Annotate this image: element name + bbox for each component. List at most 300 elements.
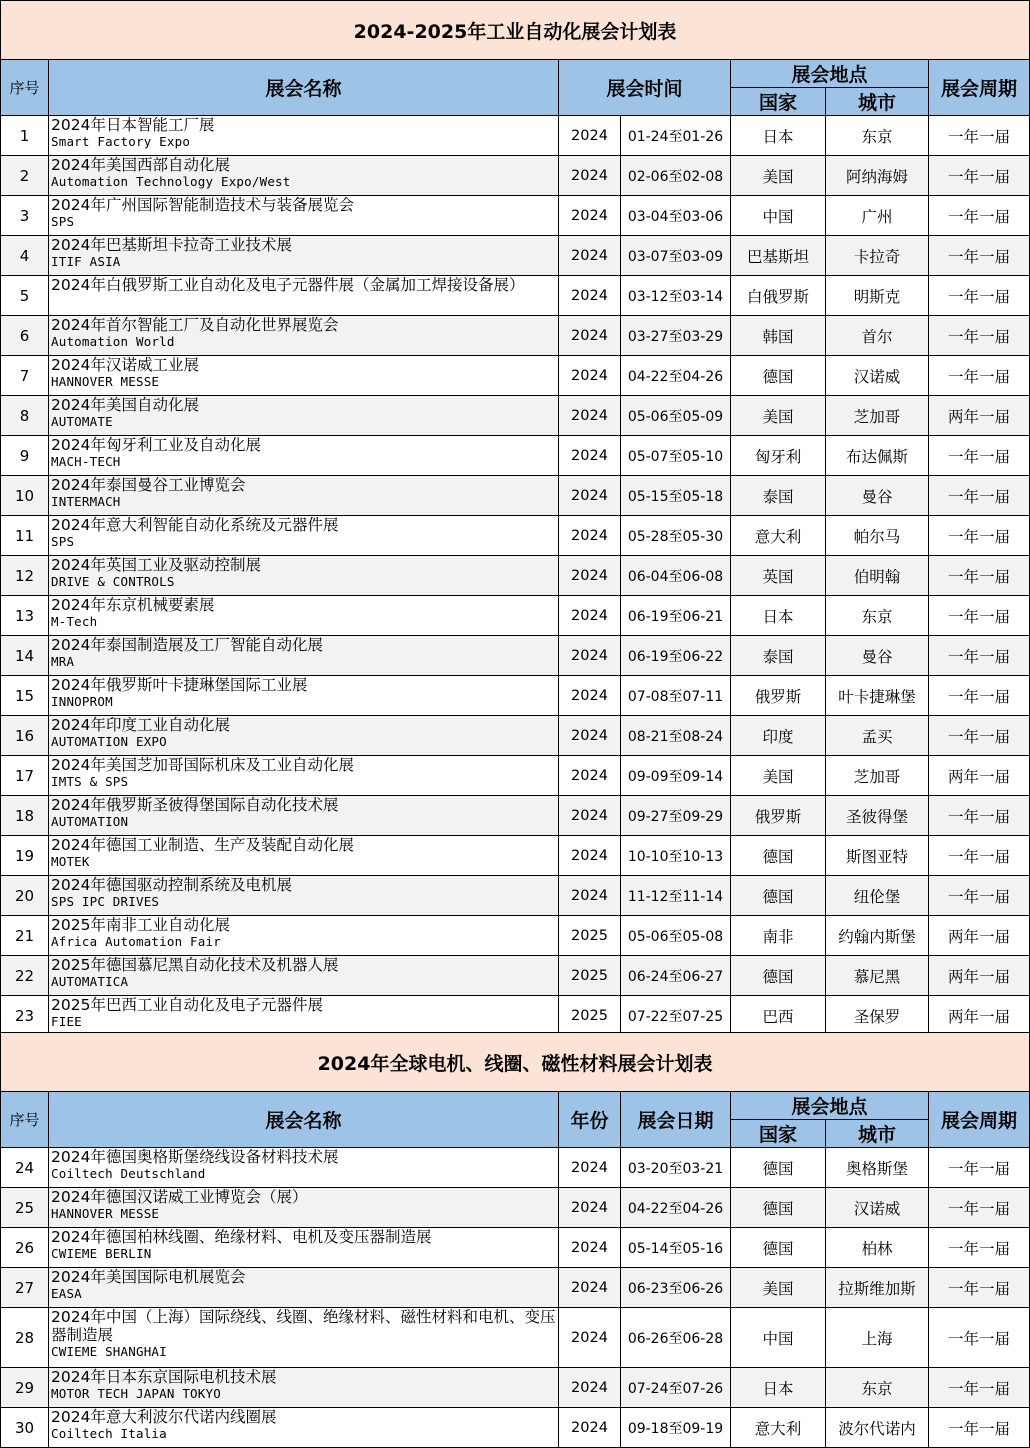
row-index: 7: [1, 356, 49, 396]
expo-name: [49, 836, 559, 876]
expo-name: [49, 156, 559, 196]
expo-name: [49, 636, 559, 676]
expo-year: 2024: [559, 236, 621, 276]
expo-city: 阿纳海姆: [826, 156, 929, 196]
expo-year: 2024: [559, 116, 621, 156]
expo-name-en: AUTOMATE: [51, 414, 113, 429]
expo-name-en: EASA: [51, 1286, 82, 1301]
table-title: 2024-2025年工业自动化展会计划表: [1, 1, 1030, 60]
expo-year: 2024: [559, 476, 621, 516]
expo-name-en: Automation World: [51, 334, 175, 349]
expo-year: 2024: [559, 796, 621, 836]
expo-city: 卡拉奇: [826, 236, 929, 276]
expo-year: 2024: [559, 556, 621, 596]
table-row: [1, 116, 1030, 156]
expo-name-en: ITIF ASIA: [51, 254, 121, 269]
expo-name: [49, 1368, 559, 1408]
expo-cycle: 一年一届: [929, 436, 1030, 476]
expo-country: 泰国: [731, 636, 826, 676]
table-row: [1, 276, 1030, 316]
expo-country: 白俄罗斯: [731, 276, 826, 316]
table-row: [1, 436, 1030, 476]
expo-year: 2025: [559, 956, 621, 996]
expo-date: 03-20至03-21: [621, 1148, 731, 1188]
expo-city: 芝加哥: [826, 396, 929, 436]
expo-date: 09-18至09-19: [621, 1408, 731, 1448]
expo-name: [49, 916, 559, 956]
expo-year: 2024: [559, 316, 621, 356]
expo-cycle: 一年一届: [929, 476, 1030, 516]
expo-country: 美国: [731, 1268, 826, 1308]
header-index: 序号: [1, 1092, 49, 1148]
expo-name-en: HANNOVER MESSE: [51, 374, 160, 389]
expo-cycle: 一年一届: [929, 276, 1030, 316]
expo-date: 03-07至03-09: [621, 236, 731, 276]
expo-name-cn: 2024年意大利波尔代诺内线圈展: [51, 1408, 277, 1426]
expo-name-cn: 2024年美国国际电机展览会: [51, 1268, 246, 1286]
expo-date: 07-08至07-11: [621, 676, 731, 716]
expo-cycle: 一年一届: [929, 516, 1030, 556]
row-index: 29: [1, 1368, 49, 1408]
expo-name-en: AUTOMATION EXPO: [51, 734, 167, 749]
expo-date: 05-14至05-16: [621, 1228, 731, 1268]
expo-name-cn: 2025年南非工业自动化展: [51, 916, 230, 934]
expo-cycle: 两年一届: [929, 756, 1030, 796]
row-index: 2: [1, 156, 49, 196]
expo-country: 中国: [731, 1308, 826, 1368]
expo-name-cn: 2024年美国西部自动化展: [51, 156, 230, 174]
expo-name-en: CWIEME SHANGHAI: [51, 1344, 167, 1359]
expo-name-en: FIEE: [51, 1014, 82, 1029]
expo-name: [49, 316, 559, 356]
table-row: [1, 1148, 1030, 1188]
expo-country: 日本: [731, 116, 826, 156]
expo-date: 09-09至09-14: [621, 756, 731, 796]
table-row: [1, 196, 1030, 236]
row-index: 15: [1, 676, 49, 716]
expo-cycle: 一年一届: [929, 156, 1030, 196]
header-location: 展会地点: [731, 1092, 929, 1120]
header-name: 展会名称: [49, 60, 559, 116]
row-index: 22: [1, 956, 49, 996]
expo-date: 05-28至05-30: [621, 516, 731, 556]
expo-country: 德国: [731, 1188, 826, 1228]
table-row: [1, 636, 1030, 676]
expo-city: 芝加哥: [826, 756, 929, 796]
expo-year: 2024: [559, 516, 621, 556]
expo-year: 2024: [559, 716, 621, 756]
expo-year: 2024: [559, 676, 621, 716]
expo-name: [49, 396, 559, 436]
expo-name: [49, 276, 559, 316]
expo-country: 巴基斯坦: [731, 236, 826, 276]
expo-cycle: 一年一届: [929, 1188, 1030, 1228]
expo-name-en: AUTOMATICA: [51, 974, 129, 989]
expo-name-en: Coiltech Italia: [51, 1426, 167, 1441]
header-country: 国家: [731, 88, 826, 116]
expo-year: 2024: [559, 876, 621, 916]
expo-year: 2024: [559, 196, 621, 236]
expo-city: 首尔: [826, 316, 929, 356]
expo-date: 10-10至10-13: [621, 836, 731, 876]
expo-country: 意大利: [731, 516, 826, 556]
expo-name-cn: 2024年德国柏林线圈、绝缘材料、电机及变压器制造展: [51, 1228, 432, 1246]
expo-country: 美国: [731, 156, 826, 196]
expo-name-cn: 2024年广州国际智能制造技术与装备展览会: [51, 196, 354, 214]
expo-cycle: 两年一届: [929, 996, 1030, 1036]
expo-country: 德国: [731, 956, 826, 996]
expo-cycle: 一年一届: [929, 1308, 1030, 1368]
expo-cycle: 一年一届: [929, 1268, 1030, 1308]
expo-name-cn: 2024年匈牙利工业及自动化展: [51, 436, 261, 454]
expo-city: 广州: [826, 196, 929, 236]
row-index: 20: [1, 876, 49, 916]
expo-year: 2024: [559, 276, 621, 316]
row-index: 17: [1, 756, 49, 796]
expo-name: [49, 676, 559, 716]
expo-name-cn: 2024年泰国制造展及工厂智能自动化展: [51, 636, 323, 654]
expo-cycle: 一年一届: [929, 836, 1030, 876]
expo-name: [49, 596, 559, 636]
expo-date: 06-24至06-27: [621, 956, 731, 996]
expo-cycle: 一年一届: [929, 356, 1030, 396]
expo-country: 英国: [731, 556, 826, 596]
table-row: [1, 836, 1030, 876]
expo-city: 慕尼黑: [826, 956, 929, 996]
expo-name: [49, 556, 559, 596]
expo-name: [49, 996, 559, 1036]
table-row: [1, 1188, 1030, 1228]
expo-date: 03-04至03-06: [621, 196, 731, 236]
row-index: 3: [1, 196, 49, 236]
expo-name-en: MOTEK: [51, 854, 90, 869]
expo-city: 波尔代诺内: [826, 1408, 929, 1448]
expo-name-cn: 2024年白俄罗斯工业自动化及电子元器件展（金属加工焊接设备展）: [51, 276, 525, 294]
table-row: [1, 556, 1030, 596]
expo-city: 汉诺威: [826, 1188, 929, 1228]
expo-date: 06-19至06-22: [621, 636, 731, 676]
header-city: 城市: [826, 1120, 929, 1148]
expo-name-cn: 2024年俄罗斯圣彼得堡国际自动化技术展: [51, 796, 339, 814]
header-location: 展会地点: [731, 60, 929, 88]
table-row: [1, 1308, 1030, 1368]
expo-name: [49, 1308, 559, 1368]
row-index: 11: [1, 516, 49, 556]
expo-cycle: 一年一届: [929, 596, 1030, 636]
row-index: 9: [1, 436, 49, 476]
row-index: 14: [1, 636, 49, 676]
expo-date: 09-27至09-29: [621, 796, 731, 836]
expo-city: 拉斯维加斯: [826, 1268, 929, 1308]
expo-name-en: DRIVE & CONTROLS: [51, 574, 175, 589]
expo-name-en: CWIEME BERLIN: [51, 1246, 152, 1261]
row-index: 30: [1, 1408, 49, 1448]
expo-name-en: SPS: [51, 534, 75, 549]
expo-name-en: Africa Automation Fair: [51, 934, 221, 949]
expo-cycle: 两年一届: [929, 956, 1030, 996]
expo-country: 德国: [731, 1148, 826, 1188]
expo-name-cn: 2024年俄罗斯叶卡捷琳堡国际工业展: [51, 676, 308, 694]
table-row: [1, 996, 1030, 1036]
expo-cycle: 一年一届: [929, 316, 1030, 356]
row-index: 10: [1, 476, 49, 516]
table-row: [1, 236, 1030, 276]
expo-name: [49, 1188, 559, 1228]
expo-city: 东京: [826, 116, 929, 156]
expo-name-en: MOTOR TECH JAPAN TOKYO: [51, 1386, 221, 1401]
expo-city: 东京: [826, 596, 929, 636]
expo-year: 2024: [559, 636, 621, 676]
expo-date: 06-23至06-26: [621, 1268, 731, 1308]
expo-country: 意大利: [731, 1408, 826, 1448]
row-index: 26: [1, 1228, 49, 1268]
header-date: 展会日期: [621, 1092, 731, 1148]
table-row: [1, 516, 1030, 556]
expo-country: 美国: [731, 396, 826, 436]
expo-name: [49, 116, 559, 156]
expo-cycle: 两年一届: [929, 916, 1030, 956]
expo-name-cn: 2024年德国驱动控制系统及电机展: [51, 876, 292, 894]
expo-country: 德国: [731, 1228, 826, 1268]
expo-cycle: 一年一届: [929, 1408, 1030, 1448]
table-row: [1, 1408, 1030, 1448]
table-row: [1, 476, 1030, 516]
table-title: 2024年全球电机、线圈、磁性材料展会计划表: [1, 1033, 1030, 1092]
expo-country: 巴西: [731, 996, 826, 1036]
row-index: 27: [1, 1268, 49, 1308]
expo-year: 2024: [559, 1148, 621, 1188]
table-row: [1, 1268, 1030, 1308]
table-row: [1, 316, 1030, 356]
expo-country: 德国: [731, 836, 826, 876]
table-row: [1, 676, 1030, 716]
expo-year: 2024: [559, 836, 621, 876]
expo-cycle: 一年一届: [929, 556, 1030, 596]
expo-name-cn: 2024年德国工业制造、生产及装配自动化展: [51, 836, 354, 854]
expo-year: 2024: [559, 396, 621, 436]
header-name: 展会名称: [49, 1092, 559, 1148]
expo-date: 06-04至06-08: [621, 556, 731, 596]
expo-country: 俄罗斯: [731, 796, 826, 836]
motor-expo-table: [0, 1032, 1030, 1448]
expo-country: 韩国: [731, 316, 826, 356]
expo-city: 曼谷: [826, 636, 929, 676]
expo-name-en: IMTS & SPS: [51, 774, 129, 789]
header-cycle: 展会周期: [929, 1092, 1030, 1148]
expo-name: [49, 756, 559, 796]
expo-name: [49, 516, 559, 556]
row-index: 28: [1, 1308, 49, 1368]
table-row: [1, 156, 1030, 196]
expo-name-cn: 2024年汉诺威工业展: [51, 356, 199, 374]
expo-name-en: Coiltech Deutschland: [51, 1166, 206, 1181]
expo-name-cn: 2024年日本智能工厂展: [51, 116, 215, 134]
expo-name-en: M-Tech: [51, 614, 98, 629]
expo-date: 06-19至06-21: [621, 596, 731, 636]
row-index: 12: [1, 556, 49, 596]
expo-city: 叶卡捷琳堡: [826, 676, 929, 716]
expo-cycle: 一年一届: [929, 876, 1030, 916]
expo-name: [49, 356, 559, 396]
expo-name-cn: 2025年德国慕尼黑自动化技术及机器人展: [51, 956, 339, 974]
expo-name: [49, 196, 559, 236]
table-row: [1, 1228, 1030, 1268]
expo-name-cn: 2024年印度工业自动化展: [51, 716, 230, 734]
expo-year: 2024: [559, 1268, 621, 1308]
expo-name-cn: 2024年英国工业及驱动控制展: [51, 556, 261, 574]
table-row: [1, 596, 1030, 636]
expo-name-en: MACH-TECH: [51, 454, 121, 469]
row-index: 16: [1, 716, 49, 756]
table-row: [1, 356, 1030, 396]
expo-country: 德国: [731, 876, 826, 916]
expo-name: [49, 236, 559, 276]
table-row: [1, 1368, 1030, 1408]
expo-year: 2024: [559, 596, 621, 636]
header-index: 序号: [1, 60, 49, 116]
expo-name-cn: 2024年首尔智能工厂及自动化世界展览会: [51, 316, 339, 334]
expo-city: 东京: [826, 1368, 929, 1408]
expo-country: 美国: [731, 756, 826, 796]
expo-city: 布达佩斯: [826, 436, 929, 476]
expo-cycle: 一年一届: [929, 1368, 1030, 1408]
expo-name-en: INTERMACH: [51, 494, 121, 509]
expo-city: 曼谷: [826, 476, 929, 516]
expo-year: 2024: [559, 436, 621, 476]
expo-name-en: Automation Technology Expo/West: [51, 174, 291, 189]
expo-name-en: Smart Factory Expo: [51, 134, 191, 149]
expo-year: 2024: [559, 1408, 621, 1448]
expo-city: 奥格斯堡: [826, 1148, 929, 1188]
table-row: [1, 756, 1030, 796]
row-index: 19: [1, 836, 49, 876]
expo-cycle: 一年一届: [929, 636, 1030, 676]
header-time: 展会时间: [559, 60, 731, 116]
expo-date: 04-22至04-26: [621, 1188, 731, 1228]
row-index: 5: [1, 276, 49, 316]
expo-name: [49, 1148, 559, 1188]
expo-city: 伯明翰: [826, 556, 929, 596]
expo-cycle: 一年一届: [929, 676, 1030, 716]
expo-date: 05-06至05-08: [621, 916, 731, 956]
expo-year: 2024: [559, 1188, 621, 1228]
expo-date: 02-06至02-08: [621, 156, 731, 196]
expo-name: [49, 796, 559, 836]
expo-year: 2025: [559, 916, 621, 956]
expo-cycle: 一年一届: [929, 1228, 1030, 1268]
expo-country: 匈牙利: [731, 436, 826, 476]
expo-name-en: SPS IPC DRIVES: [51, 894, 160, 909]
expo-country: 日本: [731, 1368, 826, 1408]
table-row: [1, 796, 1030, 836]
expo-name: [49, 1228, 559, 1268]
row-index: 13: [1, 596, 49, 636]
expo-country: 日本: [731, 596, 826, 636]
expo-year: 2024: [559, 1368, 621, 1408]
expo-name-cn: 2024年美国芝加哥国际机床及工业自动化展: [51, 756, 354, 774]
expo-name-cn: 2024年泰国曼谷工业博览会: [51, 476, 246, 494]
expo-date: 05-06至05-09: [621, 396, 731, 436]
expo-name-en: SPS: [51, 214, 75, 229]
expo-country: 泰国: [731, 476, 826, 516]
row-index: 18: [1, 796, 49, 836]
expo-city: 柏林: [826, 1228, 929, 1268]
row-index: 23: [1, 996, 49, 1036]
expo-date: 04-22至04-26: [621, 356, 731, 396]
expo-city: 孟买: [826, 716, 929, 756]
expo-name-en: AUTOMATION: [51, 814, 129, 829]
row-index: 24: [1, 1148, 49, 1188]
expo-name-cn: 2024年日本东京国际电机技术展: [51, 1368, 277, 1386]
expo-name-cn: 2024年意大利智能自动化系统及元器件展: [51, 516, 339, 534]
expo-cycle: 一年一届: [929, 116, 1030, 156]
expo-name-en: MRA: [51, 654, 75, 669]
expo-city: 汉诺威: [826, 356, 929, 396]
expo-country: 俄罗斯: [731, 676, 826, 716]
row-index: 21: [1, 916, 49, 956]
expo-cycle: 一年一届: [929, 796, 1030, 836]
header-cycle: 展会周期: [929, 60, 1030, 116]
expo-name-cn: 2024年中国（上海）国际绕线、线圈、绝缘材料、磁性材料和电机、变压器制造展: [51, 1308, 556, 1344]
table-row: [1, 396, 1030, 436]
expo-city: 约翰内斯堡: [826, 916, 929, 956]
expo-name-cn: 2024年德国汉诺威工业博览会（展）: [51, 1188, 308, 1206]
row-index: 4: [1, 236, 49, 276]
expo-date: 07-24至07-26: [621, 1368, 731, 1408]
expo-city: 圣保罗: [826, 996, 929, 1036]
expo-date: 06-26至06-28: [621, 1308, 731, 1368]
expo-name: [49, 716, 559, 756]
expo-name-en: HANNOVER MESSE: [51, 1206, 160, 1221]
expo-cycle: 一年一届: [929, 196, 1030, 236]
expo-year: 2024: [559, 1308, 621, 1368]
row-index: 1: [1, 116, 49, 156]
expo-year: 2024: [559, 356, 621, 396]
expo-year: 2024: [559, 756, 621, 796]
table-row: [1, 876, 1030, 916]
expo-name-cn: 2024年巴基斯坦卡拉奇工业技术展: [51, 236, 292, 254]
table-row: [1, 716, 1030, 756]
header-city: 城市: [826, 88, 929, 116]
row-index: 25: [1, 1188, 49, 1228]
expo-country: 南非: [731, 916, 826, 956]
expo-date: 03-27至03-29: [621, 316, 731, 356]
expo-name-cn: 2025年巴西工业自动化及电子元器件展: [51, 996, 323, 1014]
row-index: 6: [1, 316, 49, 356]
expo-cycle: 一年一届: [929, 716, 1030, 756]
expo-name-cn: 2024年美国自动化展: [51, 396, 199, 414]
expo-city: 上海: [826, 1308, 929, 1368]
expo-name-en: INNOPROM: [51, 694, 113, 709]
table-row: [1, 916, 1030, 956]
expo-country: 印度: [731, 716, 826, 756]
expo-city: 圣彼得堡: [826, 796, 929, 836]
expo-name: [49, 1268, 559, 1308]
expo-year: 2024: [559, 156, 621, 196]
expo-date: 01-24至01-26: [621, 116, 731, 156]
expo-year: 2024: [559, 1228, 621, 1268]
expo-date: 08-21至08-24: [621, 716, 731, 756]
row-index: 8: [1, 396, 49, 436]
expo-city: 明斯克: [826, 276, 929, 316]
expo-city: 纽伦堡: [826, 876, 929, 916]
expo-date: 07-22至07-25: [621, 996, 731, 1036]
header-country: 国家: [731, 1120, 826, 1148]
expo-cycle: 一年一届: [929, 236, 1030, 276]
expo-date: 11-12至11-14: [621, 876, 731, 916]
expo-name: [49, 956, 559, 996]
expo-date: 05-15至05-18: [621, 476, 731, 516]
